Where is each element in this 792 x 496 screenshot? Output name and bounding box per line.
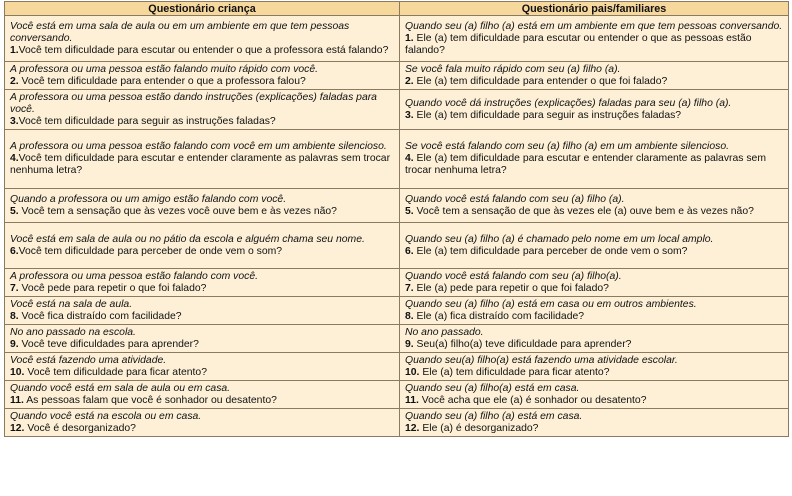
parent-question-cell xyxy=(400,189,789,223)
question-number: 7. xyxy=(10,282,19,294)
table-row xyxy=(5,409,789,437)
question-number: 9. xyxy=(10,338,19,350)
question-number: 12. xyxy=(10,422,25,434)
table-row xyxy=(5,62,789,90)
question-number: 2. xyxy=(405,75,414,87)
question-text: Você acha que ele (a) é sonhador ou desatento? xyxy=(418,394,647,406)
child-question-cell xyxy=(5,353,400,381)
question-number: 12. xyxy=(405,422,420,434)
questionnaire-body xyxy=(5,16,789,437)
table-row xyxy=(5,16,789,62)
question-context: Quando seu (a) filho (a) está em casa ou em outros ambientes. xyxy=(405,298,697,310)
question-text: Você tem dificuldade para escutar ou entender o que a professora está falando? xyxy=(18,44,389,56)
question-context: Quando a professora ou um amigo estão falando com você. xyxy=(10,193,287,205)
question-context: Se você fala muito rápido com seu (a) filho (a). xyxy=(405,63,621,75)
question-context: No ano passado na escola. xyxy=(10,326,136,338)
question-context: No ano passado. xyxy=(405,326,484,338)
question-context: Você está em sala de aula ou no pátio da escola e alguém chama seu nome. xyxy=(10,233,365,245)
parent-question-cell xyxy=(400,130,789,189)
question-text: Ele (a) pede para repetir o que foi falado? xyxy=(413,282,609,294)
question-number: 6. xyxy=(405,245,414,257)
question-number: 8. xyxy=(405,310,414,322)
parent-question-cell xyxy=(400,381,789,409)
parent-question-cell xyxy=(400,62,789,90)
child-question-cell xyxy=(5,223,400,269)
question-line xyxy=(405,110,785,122)
question-context: Quando seu (a) filho (a) está em casa. xyxy=(405,410,583,422)
question-text: Ele (a) é desorganizado? xyxy=(419,422,539,434)
question-number: 1. xyxy=(10,44,19,56)
question-line xyxy=(405,206,785,218)
question-line xyxy=(10,367,396,379)
question-text: Você tem dificuldade para perceber de onde vem o som? xyxy=(18,245,283,257)
question-context: A professora ou uma pessoa estão falando muito rápido com você. xyxy=(10,63,319,75)
parent-question-cell xyxy=(400,269,789,297)
question-context: Quando seu(a) filho(a) está fazendo uma atividade escolar. xyxy=(405,354,678,366)
question-text: Você tem dificuldade para ficar atento? xyxy=(24,366,207,378)
question-text: Você teve dificuldades para aprender? xyxy=(18,338,199,350)
question-line xyxy=(405,283,785,295)
table-row xyxy=(5,269,789,297)
question-text: Ele (a) tem dificuldade para seguir as instruções faladas? xyxy=(413,109,682,121)
question-context: Quando você está falando com seu (a) filho (a). xyxy=(405,193,625,205)
question-number: 9. xyxy=(405,338,414,350)
question-text: Você tem a sensação de que às vezes ele (a) ouve bem e às vezes não? xyxy=(413,205,754,217)
child-question-cell xyxy=(5,189,400,223)
question-number: 11. xyxy=(10,394,24,406)
child-question-cell xyxy=(5,409,400,437)
child-question-cell xyxy=(5,62,400,90)
question-number: 1. xyxy=(405,32,414,44)
question-number: 2. xyxy=(10,75,19,87)
question-context: Quando seu (a) filho (a) é chamado pelo nome em um local amplo. xyxy=(405,233,714,245)
table-row xyxy=(5,130,789,189)
question-line xyxy=(10,153,396,177)
question-context: Você está em uma sala de aula ou em um ambiente em que tem pessoas conversando. xyxy=(10,20,350,44)
question-text: Ele (a) tem dificuldade para perceber de onde vem o som? xyxy=(413,245,688,257)
parent-questionnaire-header: Questionário pais/familiares xyxy=(400,2,789,16)
parent-question-cell xyxy=(400,353,789,381)
table-row xyxy=(5,297,789,325)
table-row xyxy=(5,189,789,223)
question-text: Ele (a) tem dificuldade para ficar atento? xyxy=(419,366,610,378)
question-text: Ele (a) fica distraído com facilidade? xyxy=(413,310,585,322)
child-questionnaire-header: Questionário criança xyxy=(5,2,400,16)
question-number: 6. xyxy=(10,245,19,257)
question-text: Você fica distraído com facilidade? xyxy=(18,310,182,322)
question-line xyxy=(10,395,396,407)
question-number: 4. xyxy=(10,153,19,164)
table-row xyxy=(5,90,789,130)
question-context: A professora ou uma pessoa estão falando com você. xyxy=(10,270,258,282)
question-line xyxy=(10,339,396,351)
child-question-cell xyxy=(5,16,400,62)
question-number: 10. xyxy=(405,366,420,378)
question-context: Quando você dá instruções (explicações) faladas para seu (a) filho (a). xyxy=(405,97,732,109)
question-line xyxy=(405,76,785,88)
question-number: 3. xyxy=(405,109,414,121)
question-line xyxy=(10,116,396,128)
child-question-cell xyxy=(5,325,400,353)
question-line xyxy=(405,246,785,258)
table-row xyxy=(5,223,789,269)
question-line xyxy=(10,283,396,295)
child-question-cell xyxy=(5,381,400,409)
question-number: 5. xyxy=(10,205,19,217)
question-context: A professora ou uma pessoa estão falando com você em um ambiente silencioso. xyxy=(10,141,387,152)
question-context: Você está fazendo uma atividade. xyxy=(10,354,167,366)
question-line xyxy=(10,76,396,88)
question-line xyxy=(405,153,785,177)
question-text: Você tem dificuldade para escutar e entender claramente as palavras sem trocar nenhuma letra? xyxy=(10,153,391,176)
question-text: Ele (a) tem dificuldade para entender o que foi falado? xyxy=(413,75,668,87)
question-number: 5. xyxy=(405,205,414,217)
child-question-cell xyxy=(5,297,400,325)
child-question-cell xyxy=(5,269,400,297)
question-number: 8. xyxy=(10,310,19,322)
question-text: Você é desorganizado? xyxy=(24,422,136,434)
question-line xyxy=(405,339,785,351)
question-number: 10. xyxy=(10,366,25,378)
question-line xyxy=(405,423,785,435)
question-line xyxy=(405,33,785,57)
questionnaire-table xyxy=(4,1,789,437)
question-number: 4. xyxy=(405,153,414,164)
parent-question-cell xyxy=(400,16,789,62)
parent-question-cell xyxy=(400,409,789,437)
question-context: Você está na sala de aula. xyxy=(10,298,133,310)
question-context: Quando seu (a) filho (a) está em um ambiente em que tem pessoas conversando. xyxy=(405,20,783,32)
question-text: Você tem dificuldade para entender o que a professora falou? xyxy=(18,75,306,87)
question-number: 7. xyxy=(405,282,414,294)
question-line xyxy=(405,311,785,323)
question-line xyxy=(10,206,396,218)
question-context: A professora ou uma pessoa estão dando instruções (explicações) faladas para você. xyxy=(10,91,377,115)
question-context: Quando você está falando com seu (a) filho(a). xyxy=(405,270,622,282)
question-line xyxy=(405,395,785,407)
question-context: Se você está falando com seu (a) filho (a) em um ambiente silencioso. xyxy=(405,141,729,152)
question-text: Seu(a) filho(a) teve dificuldade para aprender? xyxy=(413,338,632,350)
parent-question-cell xyxy=(400,297,789,325)
question-line xyxy=(10,45,396,57)
parent-question-cell xyxy=(400,90,789,130)
question-line xyxy=(10,423,396,435)
question-line xyxy=(405,367,785,379)
table-row xyxy=(5,381,789,409)
question-context: Quando seu (a) filho(a) está em casa. xyxy=(405,382,580,394)
question-text: Ele (a) tem dificuldade para escutar e entender claramente as palavras sem trocar nenhuma letra? xyxy=(405,153,766,176)
question-number: 11. xyxy=(405,394,419,406)
question-text: Você tem dificuldade para seguir as instruções faladas? xyxy=(18,115,276,127)
question-line xyxy=(10,246,396,258)
question-text: As pessoas falam que você é sonhador ou desatento? xyxy=(23,394,277,406)
question-line xyxy=(10,311,396,323)
question-text: Você pede para repetir o que foi falado? xyxy=(18,282,207,294)
question-number: 3. xyxy=(10,115,19,127)
table-row xyxy=(5,325,789,353)
parent-question-cell xyxy=(400,325,789,353)
child-question-cell xyxy=(5,130,400,189)
child-question-cell xyxy=(5,90,400,130)
header-row xyxy=(5,2,789,16)
question-text: Ele (a) tem dificuldade para escutar ou entender o que as pessoas estão falando? xyxy=(405,32,752,56)
question-text: Você tem a sensação que às vezes você ouve bem e às vezes não? xyxy=(18,205,337,217)
parent-question-cell xyxy=(400,223,789,269)
table-row xyxy=(5,353,789,381)
question-context: Quando você está na escola ou em casa. xyxy=(10,410,202,422)
question-context: Quando você está em sala de aula ou em casa. xyxy=(10,382,231,394)
